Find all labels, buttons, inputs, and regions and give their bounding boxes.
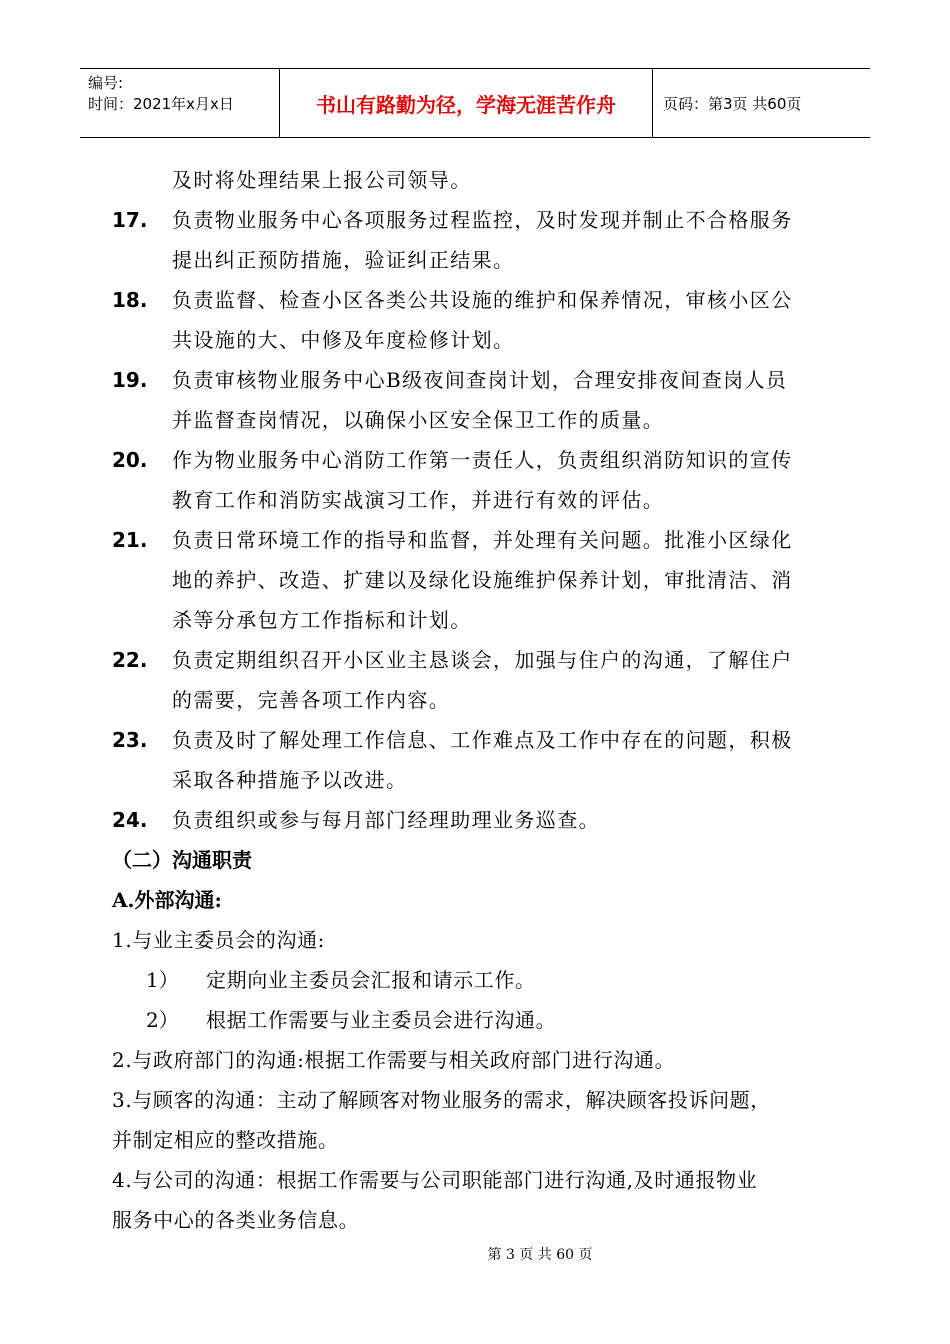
list-item-cont bbox=[0, 400, 950, 440]
item-text: 作为物业服务中心消防工作第一责任人，负责组织消防知识的宣传 bbox=[172, 448, 793, 472]
sub-item-number: 1） bbox=[146, 968, 179, 992]
item-text: 负责物业服务中心各项服务过程监控，及时发现并制止不合格服务 bbox=[172, 208, 793, 232]
paragraph-text: 并制定相应的整改措施。 bbox=[112, 1128, 339, 1152]
date-label: 时间：2021年x月x日 bbox=[88, 95, 234, 113]
paragraph-cont bbox=[0, 1200, 950, 1240]
list-item bbox=[0, 520, 950, 560]
page-footer: 第 3 页 共 60 页 bbox=[487, 1247, 593, 1263]
list-item bbox=[0, 440, 950, 480]
document-body bbox=[0, 160, 950, 1240]
item-number: 23. bbox=[112, 728, 148, 752]
paragraph-text: 1.与业主委员会的沟通: bbox=[112, 928, 326, 952]
header-motto: 书山有路勤为径，学海无涯苦作舟 bbox=[280, 69, 653, 137]
header-page-info: 页码：第3页 共60页 bbox=[663, 94, 802, 113]
item-text: 共设施的大、中修及年度检修计划。 bbox=[172, 328, 515, 352]
paragraph bbox=[0, 920, 950, 960]
paragraph-text: 2.与政府部门的沟通:根据工作需要与相关政府部门进行沟通。 bbox=[112, 1048, 676, 1072]
list-item bbox=[0, 160, 950, 200]
list-item bbox=[0, 640, 950, 680]
list-item-cont bbox=[0, 680, 950, 720]
section-heading: （二）沟通职责 bbox=[112, 848, 252, 872]
paragraph bbox=[0, 1160, 950, 1200]
list-item bbox=[0, 200, 950, 240]
item-text: 负责审核物业服务中心B级夜间查岗计划，合理安排夜间查岗人员 bbox=[172, 368, 788, 392]
list-item-cont bbox=[0, 240, 950, 280]
item-text: 教育工作和消防实战演习工作，并进行有效的评估。 bbox=[172, 488, 665, 512]
item-text: 提出纠正预防措施，验证纠正结果。 bbox=[172, 248, 515, 272]
section-subtitle bbox=[0, 880, 950, 920]
list-item bbox=[0, 280, 950, 320]
item-text: 负责定期组织召开小区业主恳谈会，加强与住户的沟通，了解住户 bbox=[172, 648, 793, 672]
code-label: 编号: bbox=[88, 74, 124, 92]
item-number: 24. bbox=[112, 808, 148, 832]
list-item-cont bbox=[0, 320, 950, 360]
paragraph-text: 4.与公司的沟通：根据工作需要与公司职能部门进行沟通,及时通报物业 bbox=[112, 1168, 758, 1192]
sub-item bbox=[0, 960, 950, 1000]
item-text: 负责日常环境工作的指导和监督，并处理有关问题。批准小区绿化 bbox=[172, 528, 793, 552]
sub-item-number: 2） bbox=[146, 1008, 179, 1032]
item-text: 的需要，完善各项工作内容。 bbox=[172, 688, 451, 712]
section-title bbox=[0, 840, 950, 880]
list-item-cont bbox=[0, 480, 950, 520]
sub-item bbox=[0, 1000, 950, 1040]
item-number: 21. bbox=[112, 528, 148, 552]
sub-item-text: 定期向业主委员会汇报和请示工作。 bbox=[206, 968, 536, 992]
list-item-cont bbox=[0, 560, 950, 600]
item-text: 地的养护、改造、扩建以及绿化设施维护保养计划，审批清洁、消 bbox=[172, 568, 793, 592]
item-number: 22. bbox=[112, 648, 148, 672]
paragraph-text: 3.与顾客的沟通：主动了解顾客对物业服务的需求，解决顾客投诉问题， bbox=[112, 1088, 771, 1112]
paragraph-cont bbox=[0, 1120, 950, 1160]
item-number: 20. bbox=[112, 448, 148, 472]
paragraph-text: 服务中心的各类业务信息。 bbox=[112, 1208, 360, 1232]
item-text: 负责组织或参与每月部门经理助理业务巡查。 bbox=[172, 808, 600, 832]
sub-item-text: 根据工作需要与业主委员会进行沟通。 bbox=[206, 1008, 557, 1032]
item-number: 17. bbox=[112, 208, 148, 232]
item-text: 采取各种措施予以改进。 bbox=[172, 768, 408, 792]
item-text: 及时将处理结果上报公司领导。 bbox=[172, 168, 472, 192]
list-item-cont bbox=[0, 600, 950, 640]
item-text: 负责监督、检查小区各类公共设施的维护和保养情况，审核小区公 bbox=[172, 288, 793, 312]
header-meta bbox=[80, 69, 280, 137]
item-text: 杀等分承包方工作指标和计划。 bbox=[172, 608, 472, 632]
subsection-heading: A.外部沟通: bbox=[112, 888, 222, 912]
item-text: 负责及时了解处理工作信息、工作难点及工作中存在的问题，积极 bbox=[172, 728, 793, 752]
list-item bbox=[0, 360, 950, 400]
paragraph bbox=[0, 1080, 950, 1120]
item-text: 并监督查岗情况，以确保小区安全保卫工作的质量。 bbox=[172, 408, 665, 432]
item-number: 19. bbox=[112, 368, 148, 392]
page-header bbox=[80, 68, 870, 138]
paragraph bbox=[0, 1040, 950, 1080]
list-item-cont bbox=[0, 760, 950, 800]
list-item bbox=[0, 800, 950, 840]
list-item bbox=[0, 720, 950, 760]
item-number: 18. bbox=[112, 288, 148, 312]
